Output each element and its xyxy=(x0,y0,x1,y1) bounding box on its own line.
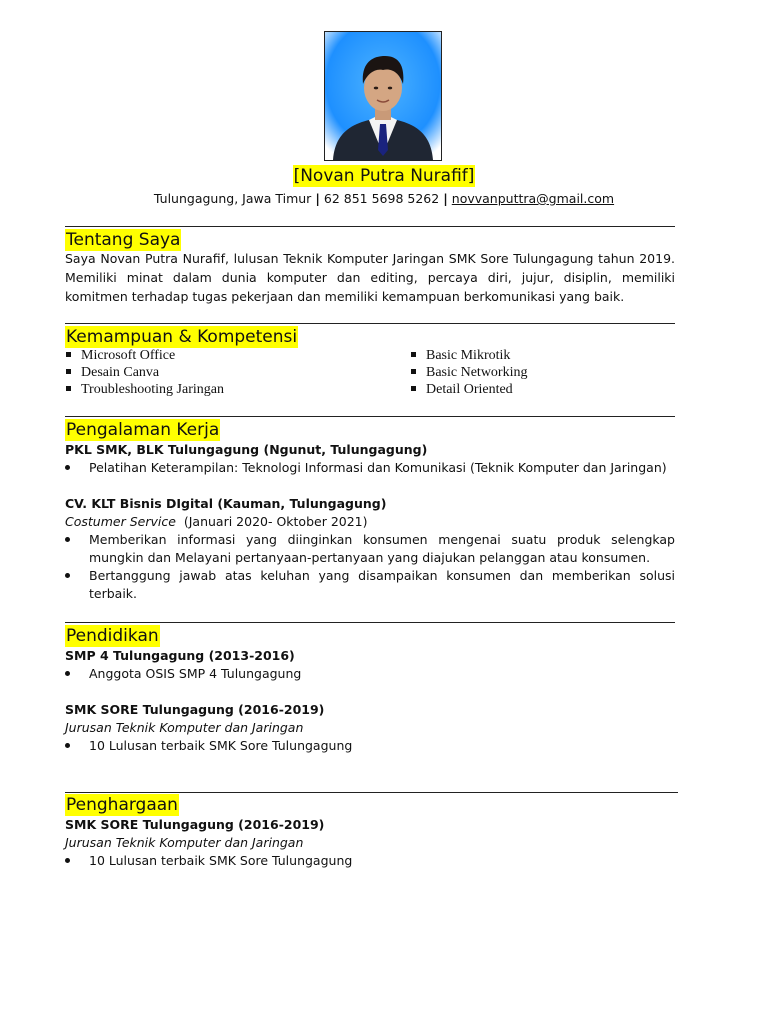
skill-item: Basic Mikrotik xyxy=(410,347,527,364)
square-bullet-icon xyxy=(66,369,71,374)
name-row xyxy=(0,165,768,187)
skill-item: Basic Networking xyxy=(410,364,527,381)
separator: | xyxy=(443,191,448,206)
section-title-awards: Penghargaan xyxy=(66,795,178,815)
bullet-dot-icon xyxy=(65,858,70,863)
award-major: Jurusan Teknik Komputer dan Jaringan xyxy=(65,835,304,850)
section-divider xyxy=(65,323,675,324)
job-bullet: Memberikan informasi yang diinginkan konsumen mengenai suatu produk selengkap mungkin dan Melayani pertanyaan-pertanyaan yang diajukan pelanggan atau konsumen. xyxy=(65,531,675,567)
section-title-experience: Pengalaman Kerja xyxy=(66,420,220,440)
section-divider xyxy=(65,792,678,793)
square-bullet-icon xyxy=(411,386,416,391)
skill-item: Troubleshooting Jaringan xyxy=(65,381,224,398)
bullet-dot-icon xyxy=(65,671,70,676)
square-bullet-icon xyxy=(66,386,71,391)
section-divider xyxy=(65,622,675,623)
job-role: Costumer Service xyxy=(65,514,176,529)
award-school: SMK SORE Tulungagung (2016-2019) xyxy=(65,817,325,832)
bullet-dot-icon xyxy=(65,743,70,748)
square-bullet-icon xyxy=(411,369,416,374)
square-bullet-icon xyxy=(411,352,416,357)
section-title-skills: Kemampuan & Kompetensi xyxy=(66,327,298,347)
candidate-name: [Novan Putra Nurafif] xyxy=(293,166,475,186)
bullet-dot-icon xyxy=(65,573,70,578)
section-divider xyxy=(65,226,675,227)
school-name: SMP 4 Tulungagung (2013-2016) xyxy=(65,648,295,663)
award-bullet: 10 Lulusan terbaik SMK Sore Tulungagung xyxy=(65,852,675,870)
education-bullet: Anggota OSIS SMP 4 Tulungagung xyxy=(65,665,675,683)
school-major: Jurusan Teknik Komputer dan Jaringan xyxy=(65,720,304,735)
section-divider xyxy=(65,416,675,417)
school-name: SMK SORE Tulungagung (2016-2019) xyxy=(65,702,325,717)
about-paragraph: Saya Novan Putra Nurafif, lulusan Teknik Komputer Jaringan SMK Sore Tulungagung tahun 2019. Memiliki minat dalam dunia komputer dan editing, percaya diri, jujur, disiplin, memiliki komitmen terhadap tugas pekerjaan dan memiliki kemampuan berkomunikasi yang baik. xyxy=(65,251,675,304)
section-title-education: Pendidikan xyxy=(66,626,159,646)
bullet-dot-icon xyxy=(65,465,70,470)
section-title-about: Tentang Saya xyxy=(66,230,181,250)
location: Tulungagung, Jawa Timur xyxy=(153,191,312,206)
phone: 62 851 5698 5262 xyxy=(323,191,440,206)
profile-photo xyxy=(324,31,442,161)
job-organization: CV. KLT Bisnis DIgital (Kauman, Tulungagung) xyxy=(65,496,387,511)
job-bullet: Pelatihan Keterampilan: Teknologi Informasi dan Komunikasi (Teknik Komputer dan Jaringan) xyxy=(65,459,675,477)
separator: | xyxy=(315,191,320,206)
job-organization: PKL SMK, BLK Tulungagung (Ngunut, Tulungagung) xyxy=(65,442,428,457)
job-period: (Januari 2020- Oktober 2021) xyxy=(183,514,368,529)
education-bullet: 10 Lulusan terbaik SMK Sore Tulungagung xyxy=(65,737,675,755)
bullet-dot-icon xyxy=(65,537,70,542)
skill-item: Desain Canva xyxy=(65,364,224,381)
skill-item: Detail Oriented xyxy=(410,381,527,398)
email-link[interactable]: novvanputtra@gmail.com xyxy=(451,191,615,206)
contact-info xyxy=(0,190,768,208)
skills-list xyxy=(65,347,675,407)
job-bullet: Bertanggung jawab atas keluhan yang disampaikan konsumen dan memberikan solusi terbaik. xyxy=(65,567,675,603)
skill-item: Microsoft Office xyxy=(65,347,224,364)
square-bullet-icon xyxy=(66,352,71,357)
job-role-line xyxy=(65,513,368,531)
